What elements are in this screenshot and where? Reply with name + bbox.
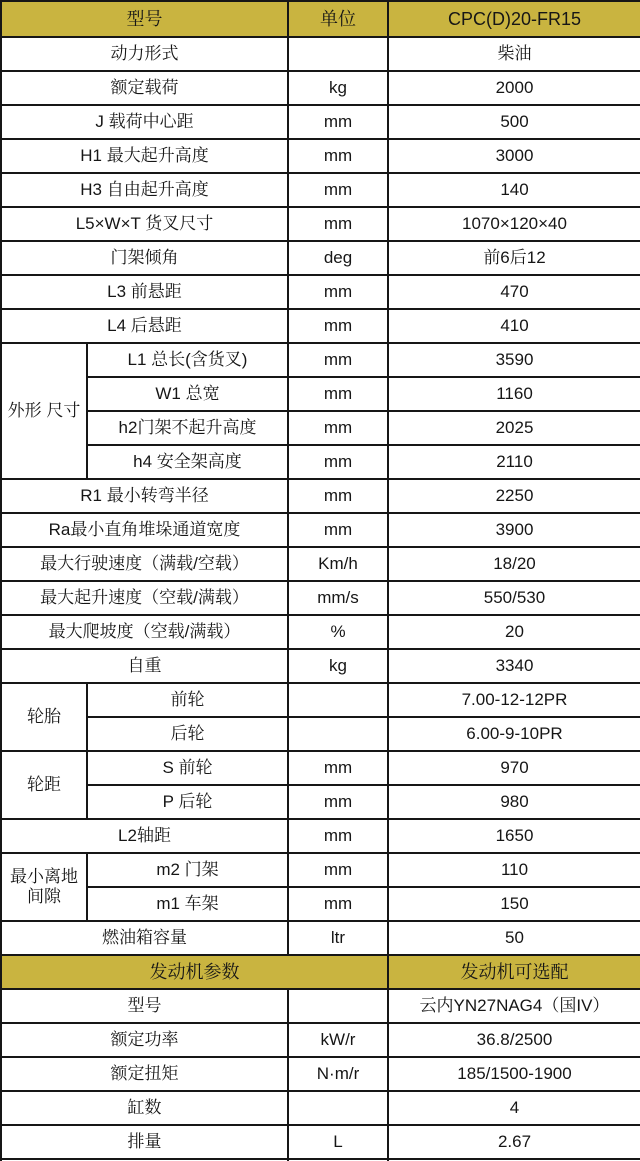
spec-label-cell: h4 安全架高度	[87, 445, 288, 479]
spec-value-cell: 3590	[388, 343, 640, 377]
spec-label-cell: 最大起升速度（空载/满载）	[1, 581, 288, 615]
spec-row-rear-tire	[1, 717, 640, 751]
spec-unit-cell: L	[288, 1125, 388, 1159]
spec-value-cell: 18/20	[388, 547, 640, 581]
group-cell-tires: 轮胎	[1, 683, 87, 751]
spec-row-wheelbase	[1, 819, 640, 853]
spec-value-cell: 150	[388, 887, 640, 921]
spec-label-cell: 后轮	[87, 717, 288, 751]
spec-unit-cell: mm	[288, 139, 388, 173]
spec-label-cell: m2 门架	[87, 853, 288, 887]
spec-label-cell: m1 车架	[87, 887, 288, 921]
spec-unit-cell: mm	[288, 309, 388, 343]
spec-label-cell: 自重	[1, 649, 288, 683]
spec-row-max-lift-height	[1, 139, 640, 173]
spec-row-fork-size	[1, 207, 640, 241]
engine-row-cylinders	[1, 1091, 640, 1125]
spec-row-clearance-mast	[1, 853, 640, 887]
spec-value-cell: 前6后12	[388, 241, 640, 275]
spec-value-cell: 2110	[388, 445, 640, 479]
engine-row-rated-torque	[1, 1057, 640, 1091]
spec-value-cell: 20	[388, 615, 640, 649]
spec-unit-cell: mm	[288, 173, 388, 207]
spec-row-front-overhang	[1, 275, 640, 309]
spec-value-cell: 1160	[388, 377, 640, 411]
spec-label-cell: 最大行驶速度（满载/空载）	[1, 547, 288, 581]
group-cell-ground-clearance: 最小离地间隙	[1, 853, 87, 921]
spec-row-fuel-tank	[1, 921, 640, 955]
spec-value-cell: 36.8/2500	[388, 1023, 640, 1057]
spec-row-mast-lowered-height	[1, 411, 640, 445]
spec-label-cell: H3 自由起升高度	[1, 173, 288, 207]
spec-row-rear-overhang	[1, 309, 640, 343]
spec-row-mast-tilt	[1, 241, 640, 275]
spec-value-cell: 2000	[388, 71, 640, 105]
spec-value-cell: 6.00-9-10PR	[388, 717, 640, 751]
spec-row-rear-tread	[1, 785, 640, 819]
spec-row-overall-width	[1, 377, 640, 411]
spec-value-cell: 云内YN27NAG4（国IV）	[388, 989, 640, 1023]
spec-unit-cell: deg	[288, 241, 388, 275]
spec-unit-cell: mm	[288, 411, 388, 445]
spec-unit-cell: mm/s	[288, 581, 388, 615]
group-cell-tread: 轮距	[1, 751, 87, 819]
spec-label-cell: h2门架不起升高度	[87, 411, 288, 445]
spec-unit-cell: mm	[288, 819, 388, 853]
spec-label-cell: 额定载荷	[1, 71, 288, 105]
spec-unit-cell: kW/r	[288, 1023, 388, 1057]
spec-unit-cell: mm	[288, 275, 388, 309]
spec-unit-cell: mm	[288, 887, 388, 921]
spec-value-cell: 185/1500-1900	[388, 1057, 640, 1091]
table-header-row	[1, 1, 640, 37]
header-model-label: 型号	[1, 1, 288, 37]
spec-unit-cell: mm	[288, 105, 388, 139]
spec-value-cell: 970	[388, 751, 640, 785]
spec-row-lift-speed	[1, 581, 640, 615]
spec-value-cell: 7.00-12-12PR	[388, 683, 640, 717]
spec-label-cell: 额定功率	[1, 1023, 288, 1057]
spec-label-cell: J 载荷中心距	[1, 105, 288, 139]
spec-value-cell: 550/530	[388, 581, 640, 615]
spec-label-cell: 门架倾角	[1, 241, 288, 275]
spec-value-cell: 3900	[388, 513, 640, 547]
spec-unit-cell: mm	[288, 853, 388, 887]
spec-row-free-lift-height	[1, 173, 640, 207]
engine-row-rated-power	[1, 1023, 640, 1057]
spec-label-cell: Ra最小直角堆垛通道宽度	[1, 513, 288, 547]
spec-value-cell: 470	[388, 275, 640, 309]
spec-row-clearance-frame	[1, 887, 640, 921]
spec-unit-cell	[288, 683, 388, 717]
spec-value-cell: 50	[388, 921, 640, 955]
spec-label-cell: 最大爬坡度（空载/满载）	[1, 615, 288, 649]
spec-row-overall-length	[1, 343, 640, 377]
spec-value-cell: 柴油	[388, 37, 640, 71]
spec-unit-cell: N·m/r	[288, 1057, 388, 1091]
engine-section-row	[1, 955, 640, 989]
group-cell-overall-dimensions: 外形 尺寸	[1, 343, 87, 479]
spec-value-cell: 2.67	[388, 1125, 640, 1159]
spec-row-front-tire	[1, 683, 640, 717]
spec-label-cell: S 前轮	[87, 751, 288, 785]
spec-unit-cell	[288, 717, 388, 751]
spec-value-cell: 2250	[388, 479, 640, 513]
spec-label-cell: 燃油箱容量	[1, 921, 288, 955]
spec-value-cell: 980	[388, 785, 640, 819]
spec-row-turning-radius	[1, 479, 640, 513]
spec-row-travel-speed	[1, 547, 640, 581]
spec-value-cell: 2025	[388, 411, 640, 445]
spec-unit-cell: kg	[288, 649, 388, 683]
header-model-value: CPC(D)20-FR15	[388, 1, 640, 37]
spec-row-service-weight	[1, 649, 640, 683]
spec-unit-cell: Km/h	[288, 547, 388, 581]
spec-row-aisle-width	[1, 513, 640, 547]
spec-label-cell: L1 总长(含货叉)	[87, 343, 288, 377]
engine-row-model	[1, 989, 640, 1023]
spec-unit-cell: ltr	[288, 921, 388, 955]
spec-unit-cell	[288, 989, 388, 1023]
spec-unit-cell	[288, 37, 388, 71]
spec-value-cell: 410	[388, 309, 640, 343]
spec-row-load-center	[1, 105, 640, 139]
spec-label-cell: 动力形式	[1, 37, 288, 71]
spec-row-power-type	[1, 37, 640, 71]
spec-label-cell: L4 后悬距	[1, 309, 288, 343]
spec-label-cell: W1 总宽	[87, 377, 288, 411]
spec-unit-cell: kg	[288, 71, 388, 105]
spec-unit-cell	[288, 1091, 388, 1125]
spec-label-cell: P 后轮	[87, 785, 288, 819]
spec-row-rated-capacity	[1, 71, 640, 105]
spec-label-cell: 排量	[1, 1125, 288, 1159]
spec-unit-cell: mm	[288, 513, 388, 547]
spec-value-cell: 1650	[388, 819, 640, 853]
spec-label-cell: L5×W×T 货叉尺寸	[1, 207, 288, 241]
spec-label-cell: 额定扭矩	[1, 1057, 288, 1091]
spec-value-cell: 500	[388, 105, 640, 139]
spec-unit-cell: mm	[288, 445, 388, 479]
spec-unit-cell: mm	[288, 479, 388, 513]
spec-value-cell: 4	[388, 1091, 640, 1125]
spec-unit-cell: mm	[288, 207, 388, 241]
spec-label-cell: L3 前悬距	[1, 275, 288, 309]
spec-row-front-tread	[1, 751, 640, 785]
spec-label-cell: 型号	[1, 989, 288, 1023]
spec-unit-cell: mm	[288, 785, 388, 819]
spec-value-cell: 1070×120×40	[388, 207, 640, 241]
header-unit-label: 单位	[288, 1, 388, 37]
spec-unit-cell: %	[288, 615, 388, 649]
spec-label-cell: H1 最大起升高度	[1, 139, 288, 173]
spec-label-cell: L2轴距	[1, 819, 288, 853]
spec-label-cell: 缸数	[1, 1091, 288, 1125]
spec-row-gradeability	[1, 615, 640, 649]
spec-label-cell: R1 最小转弯半径	[1, 479, 288, 513]
spec-value-cell: 3000	[388, 139, 640, 173]
spec-unit-cell: mm	[288, 377, 388, 411]
spec-unit-cell: mm	[288, 751, 388, 785]
engine-row-displacement	[1, 1125, 640, 1159]
engine-option-title: 发动机可选配	[388, 955, 640, 989]
spec-value-cell: 3340	[388, 649, 640, 683]
engine-section-title: 发动机参数	[1, 955, 388, 989]
spec-row-overhead-guard-height	[1, 445, 640, 479]
spec-unit-cell: mm	[288, 343, 388, 377]
spec-value-cell: 110	[388, 853, 640, 887]
spec-value-cell: 140	[388, 173, 640, 207]
spec-label-cell: 前轮	[87, 683, 288, 717]
